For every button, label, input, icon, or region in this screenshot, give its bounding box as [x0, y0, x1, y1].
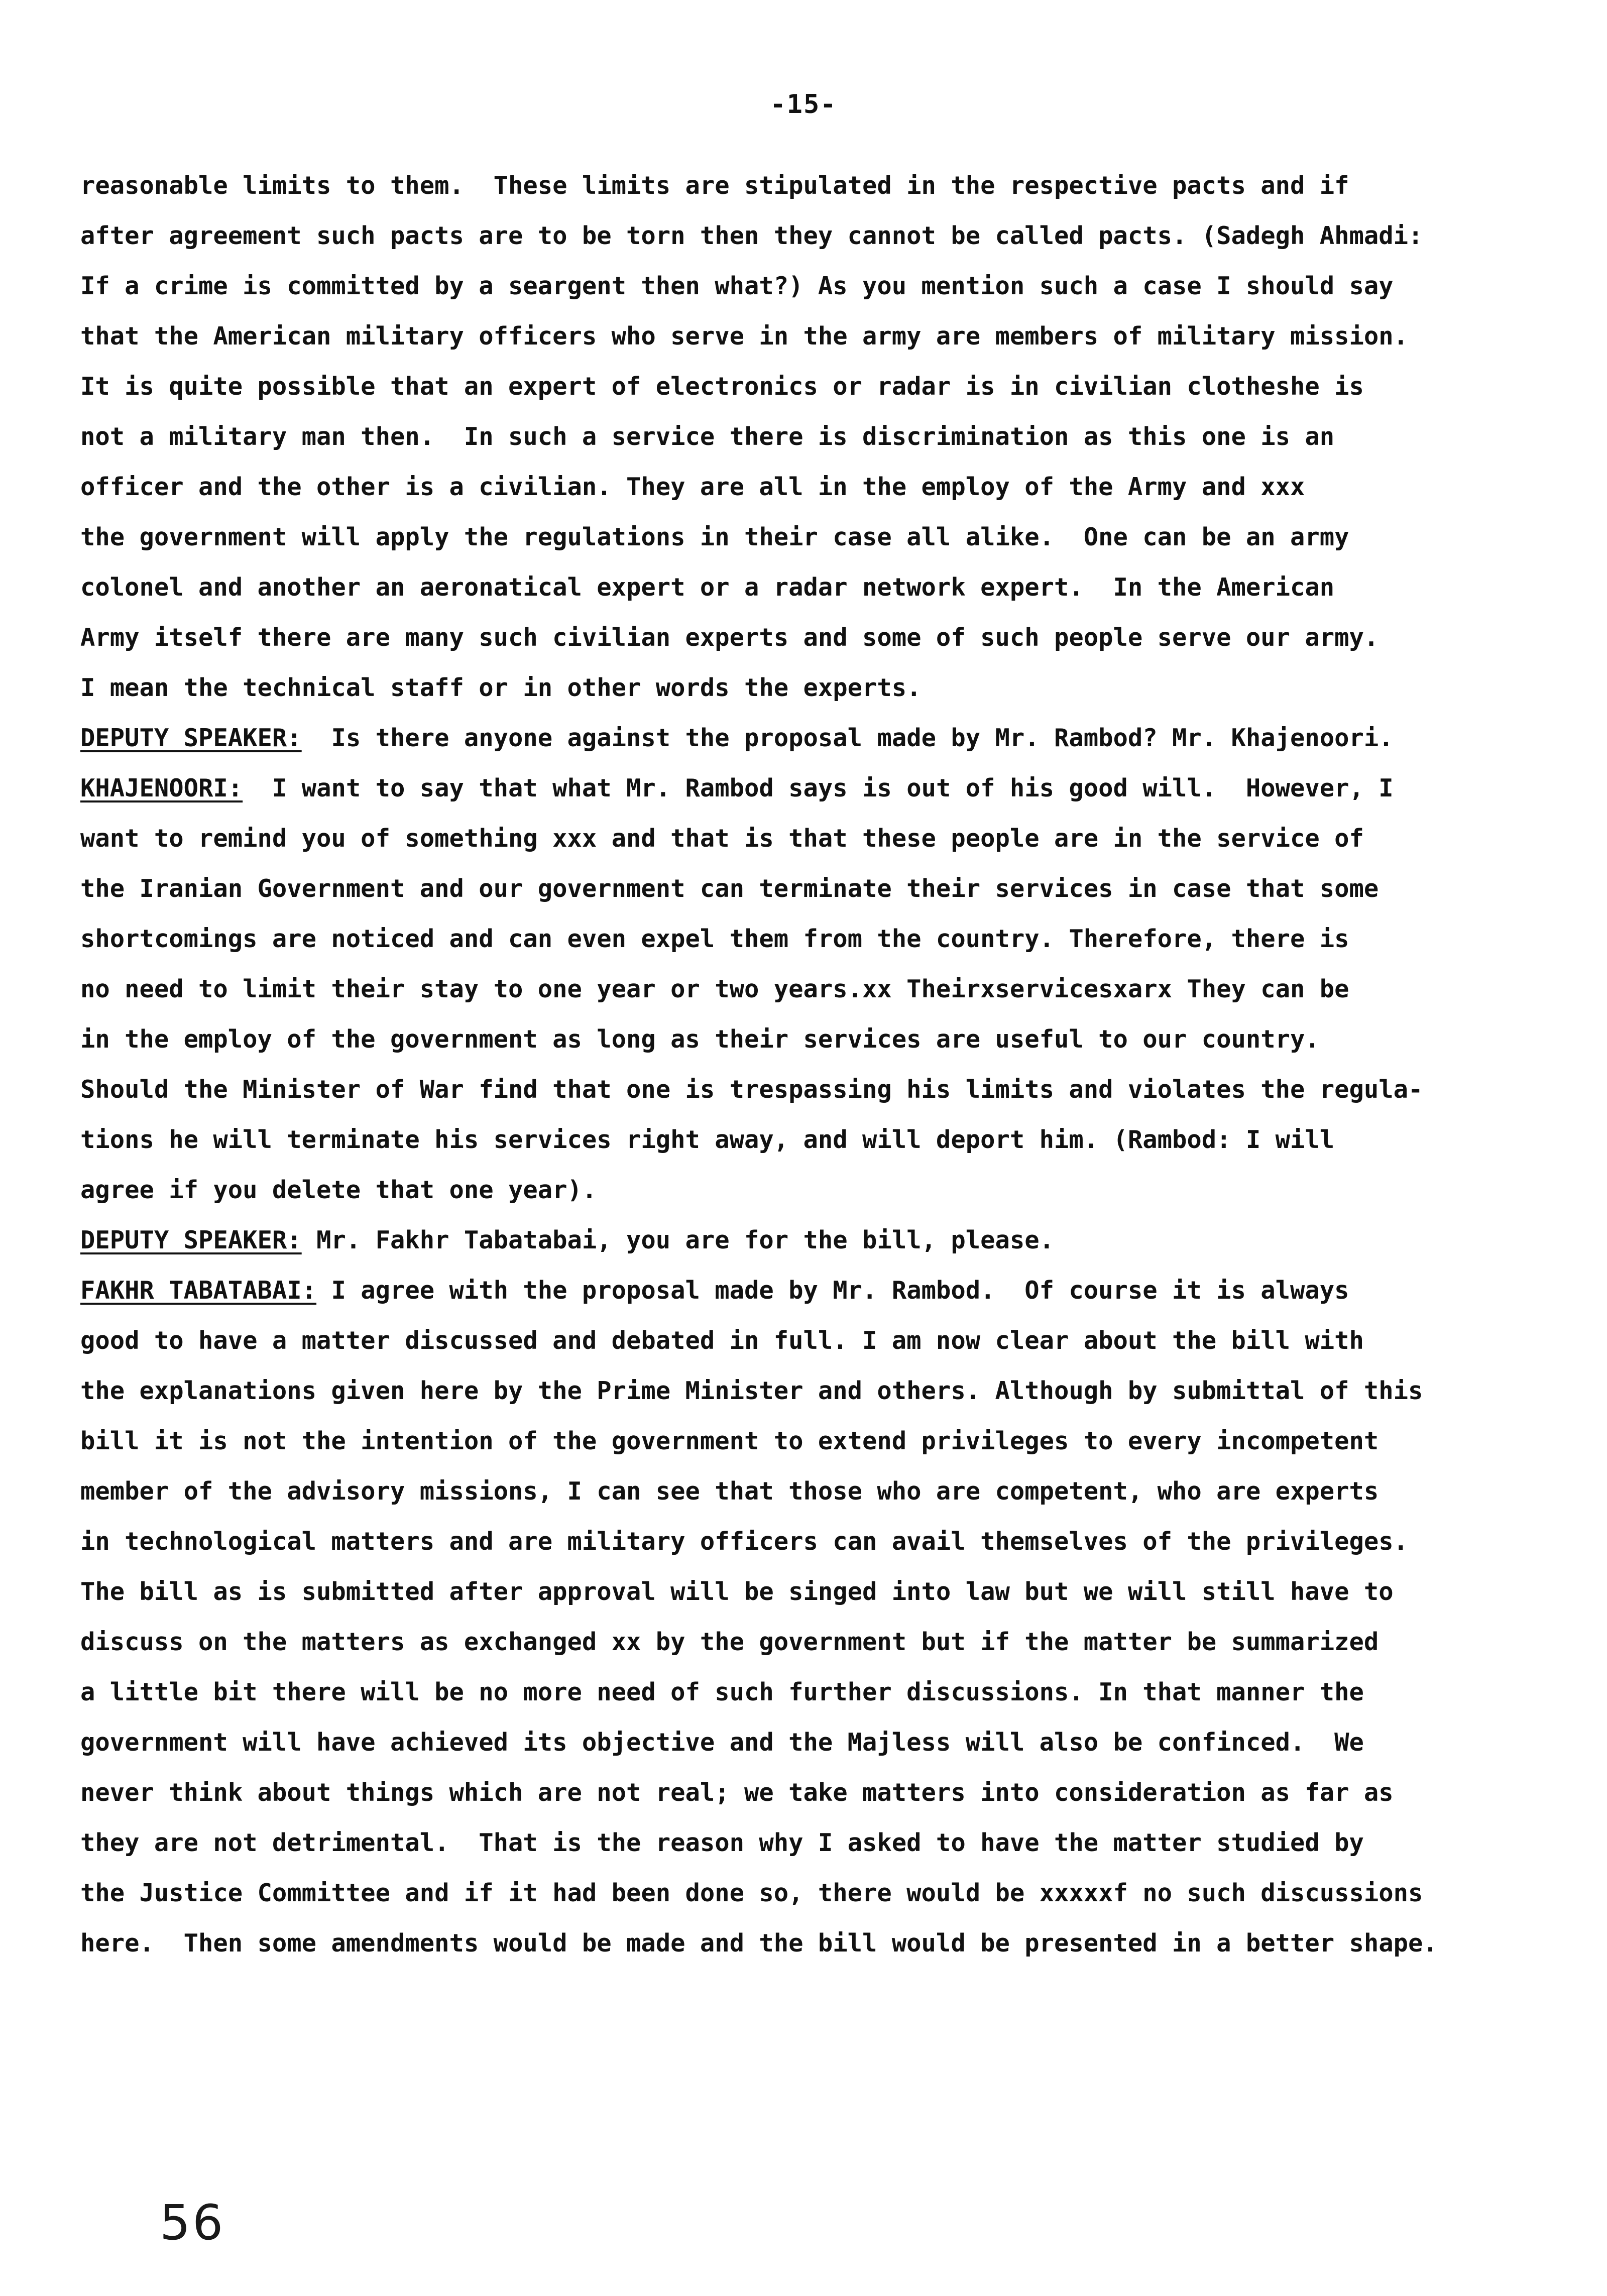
transcript-line — [80, 1768, 1527, 1818]
transcript-line — [80, 713, 1527, 763]
transcript-line — [80, 1466, 1527, 1517]
transcript-line — [80, 1717, 1527, 1768]
transcript-line — [80, 1918, 1527, 1969]
line-text: in technological matters and are military officers can avail themselves of the privileges. — [80, 1527, 1409, 1556]
line-text: officer and the other is a civilian. They are all in the employ of the Army and xxx — [80, 473, 1305, 501]
transcript-line — [80, 1567, 1527, 1617]
line-text: agree if you delete that one year). — [80, 1176, 597, 1204]
line-text: they are not detrimental. That is the reason why I asked to have the matter studied by — [80, 1828, 1364, 1857]
line-text: here. Then some amendments would be made and the bill would be presented in a better shape. — [80, 1929, 1438, 1958]
transcript-line — [80, 261, 1527, 311]
transcript-line — [80, 462, 1527, 512]
line-text: Should the Minister of War find that one is trespassing his limits and violates the regula- — [80, 1075, 1423, 1104]
line-text: I agree with the proposal made by Mr. Rambod. Of course it is always — [316, 1276, 1349, 1305]
line-text: I mean the technical staff or in other words the experts. — [80, 673, 922, 702]
transcript-line — [80, 1215, 1527, 1266]
transcript-line — [80, 1266, 1527, 1316]
transcript-line — [80, 1517, 1527, 1567]
transcript-line — [80, 1617, 1527, 1667]
line-text: If a crime is committed by a seargent then what?) As you mention such a case I should say — [80, 272, 1394, 300]
line-text: government will have achieved its objective and the Majless will also be confinced. We — [80, 1728, 1364, 1757]
transcript-line — [80, 613, 1527, 663]
line-text: Mr. Fakhr Tabatabai, you are for the bill, please. — [301, 1226, 1054, 1254]
transcript-line — [80, 1818, 1527, 1868]
transcript-line — [80, 763, 1527, 814]
transcript-line — [80, 663, 1527, 713]
transcript-line — [80, 814, 1527, 864]
line-text: the Iranian Government and our government can terminate their services in case that some — [80, 874, 1379, 903]
transcript-line — [80, 1416, 1527, 1466]
transcript-line — [80, 1667, 1527, 1717]
transcript-line — [80, 1165, 1527, 1215]
line-text: a little bit there will be no more need of such further discussions. In that manner the — [80, 1678, 1364, 1706]
line-text: discuss on the matters as exchanged xx by the government but if the matter be summarized — [80, 1628, 1379, 1656]
transcript-line — [80, 412, 1527, 462]
page-number: -15- — [770, 89, 837, 120]
transcript-line — [80, 864, 1527, 914]
line-text: that the American military officers who serve in the army are members of military mission. — [80, 322, 1409, 351]
line-text: Is there anyone against the proposal made by Mr. Rambod? Mr. Khajenoori. — [301, 724, 1394, 752]
speaker-label: DEPUTY SPEAKER: — [80, 724, 302, 752]
line-text: reasonable limits to them. These limits are stipulated in the respective pacts and if — [80, 171, 1349, 200]
transcript-line — [80, 1366, 1527, 1416]
line-text: never think about things which are not real; we take matters into consideration as far as — [80, 1778, 1394, 1807]
speaker-label: KHAJENOORI: — [80, 774, 243, 802]
transcript-line — [80, 211, 1527, 261]
transcript-line — [80, 1868, 1527, 1918]
transcript-body — [80, 161, 1527, 1969]
line-text: Army itself there are many such civilian experts and some of such people serve our army. — [80, 623, 1379, 652]
line-text: colonel and another an aeronatical expert or a radar network expert. In the American — [80, 573, 1335, 602]
line-text: bill it is not the intention of the government to extend privileges to every incompetent — [80, 1427, 1379, 1455]
line-text: It is quite possible that an expert of electronics or radar is in civilian clotheshe is — [80, 372, 1364, 401]
speaker-label: DEPUTY SPEAKER: — [80, 1226, 302, 1254]
line-text: the government will apply the regulations in their case all alike. One can be an army — [80, 523, 1349, 551]
line-text: the Justice Committee and if it had been done so, there would be xxxxxf no such discussions — [80, 1879, 1423, 1907]
line-text: no need to limit their stay to one year or two years.xx Theirxservicesxarx They can be — [80, 975, 1349, 1003]
transcript-line — [80, 914, 1527, 964]
sheet-number: 56 — [160, 2195, 225, 2251]
transcript-line — [80, 562, 1527, 613]
transcript-line — [80, 1014, 1527, 1065]
transcript-line — [80, 1115, 1527, 1165]
speaker-label: FAKHR TABATABAI: — [80, 1276, 317, 1305]
line-text: member of the advisory missions, I can see that those who are competent, who are experts — [80, 1477, 1379, 1506]
line-text: after agreement such pacts are to be torn then they cannot be called pacts. (Sadegh Ahmadi: — [80, 221, 1423, 250]
transcript-line — [80, 362, 1527, 412]
transcript-line — [80, 1316, 1527, 1366]
line-text: want to remind you of something xxx and that is that these people are in the service of — [80, 824, 1364, 853]
line-text: the explanations given here by the Prime Minister and others. Although by submittal of this — [80, 1376, 1423, 1405]
line-text: in the employ of the government as long as their services are useful to our country. — [80, 1025, 1320, 1054]
transcript-line — [80, 964, 1527, 1014]
line-text: tions he will terminate his services right away, and will deport him. (Rambod: I will — [80, 1125, 1335, 1154]
transcript-line — [80, 512, 1527, 562]
line-text: shortcomings are noticed and can even expel them from the country. Therefore, there is — [80, 925, 1349, 953]
line-text: good to have a matter discussed and debated in full. I am now clear about the bill with — [80, 1326, 1364, 1355]
transcript-line — [80, 161, 1527, 211]
transcript-line — [80, 311, 1527, 362]
line-text: The bill as is submitted after approval will be singed into law but we will still have to — [80, 1577, 1394, 1606]
transcript-line — [80, 1065, 1527, 1115]
line-text: I want to say that what Mr. Rambod says is out of his good will. However, I — [243, 774, 1394, 802]
line-text: not a military man then. In such a service there is discrimination as this one is an — [80, 422, 1335, 451]
